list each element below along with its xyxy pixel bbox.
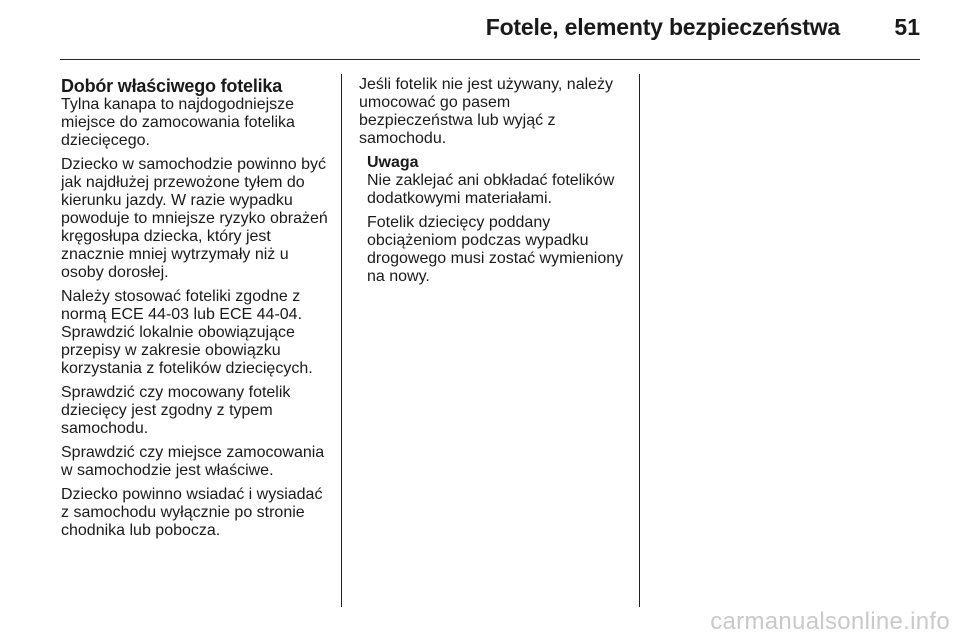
header-divider — [60, 59, 920, 60]
paragraph-vehicle-compatibility: Sprawdzić czy mocowany fotelik dziecięcy jest zgodny z typem samochodu. — [61, 384, 291, 437]
note-paragraph-replace-after-accident: Fotelik dziecięcy poddany obciążeniom podczas wypadku drogowego musi zostać wymieniony na nowy. — [367, 214, 624, 285]
paragraph-mounting-location: Sprawdzić czy miejsce zamocowania w samochodzie jest właściwe. — [61, 444, 325, 479]
paragraph-rear-seat: Tylna kanapa to najdogodniejsze miejsce do zamocowania fotelika dziecięcego. — [61, 96, 295, 149]
paragraph-ece-standard: Należy stosować foteliki zgodne z normą ECE 44-03 lub ECE 44-04. Sprawdzić lokalnie obowiązujące przepisy w zakresie obowiązku korzystania z fotelików dziecięcych. — [61, 288, 313, 377]
watermark: carmanualsonline.info — [710, 608, 950, 635]
middle-column — [359, 76, 631, 292]
section-heading: Dobór właściwego fotelika — [61, 76, 283, 96]
note-block — [359, 154, 631, 286]
paragraph-entry-exit: Dziecko powinno wsiadać i wysiadać z samochodu wyłącznie po stronie chodnika lub pobocza. — [61, 486, 323, 539]
paragraph-rear-facing: Dziecko w samochodzie powinno być jak najdłużej przewożone tyłem do kierunku jazdy. W razie wypadku powoduje to mniejsze ryzyko obrażeń kręgosłupa dziecka, który jest znacznie mniej wytrzymały niż u osoby dorosłej. — [61, 156, 328, 281]
column-divider-2 — [639, 74, 640, 607]
note-heading: Uwaga — [367, 154, 419, 171]
paragraph-unused-seat: Jeśli fotelik nie jest używany, należy umocować go pasem bezpieczeństwa lub wyjąć z samochodu. — [359, 76, 614, 147]
left-column — [61, 76, 333, 546]
page-title: Fotele, elementy bezpieczeństwa — [485, 14, 840, 40]
note-paragraph-no-covering: Nie zaklejać ani obkładać fotelików dodatkowymi materiałami. — [367, 172, 615, 207]
page-number: 51 — [894, 14, 920, 40]
column-divider-1 — [341, 74, 342, 607]
